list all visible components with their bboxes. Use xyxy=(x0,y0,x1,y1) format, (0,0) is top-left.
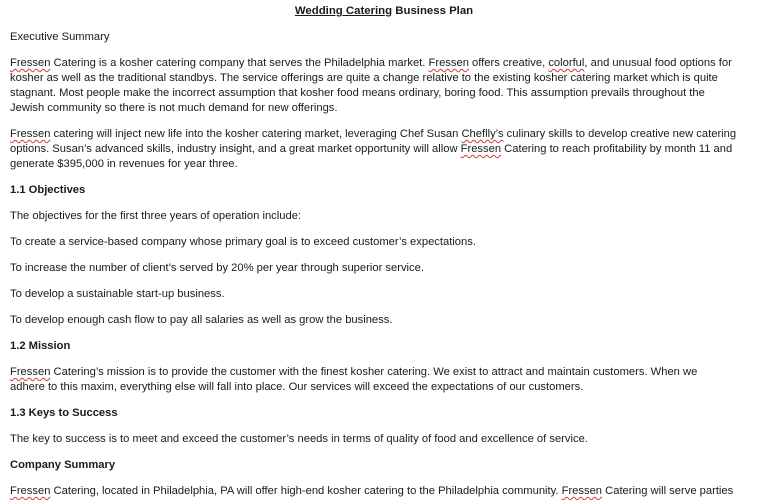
paragraph-1-line-1 xyxy=(10,56,732,71)
document-title xyxy=(0,4,768,19)
executive-summary-heading: Executive Summary xyxy=(10,31,110,43)
text-run: Catering’s mission is to provide the customer with the finest kosher catering. We exist to attract and maintain customers. When we xyxy=(50,366,698,378)
mission-line-2: adhere to this maxim, everything else will fall into place. Our services will exceed the expectations of our customers. xyxy=(10,381,584,393)
spelling-flag-word: Cheflly’s xyxy=(461,128,504,140)
spelling-flag-word: Fressen xyxy=(561,485,603,497)
text-run: offers creative, xyxy=(468,57,549,69)
text-run: Catering to reach profitability by month 11 and xyxy=(501,143,733,155)
spelling-flag-word: Fressen xyxy=(460,143,502,155)
objective-item: To develop a sustainable start-up business. xyxy=(10,288,225,300)
keys-to-success-heading: 1.3 Keys to Success xyxy=(10,407,118,419)
paragraph-1-line-2: kosher as well as the traditional standbys. The service offerings are quite a change relative to the existing kosher catering market which is quite xyxy=(10,72,718,84)
text-run: culinary skills to develop creative new catering xyxy=(503,128,737,140)
objective-item: To increase the number of client’s served by 20% per year through superior service. xyxy=(10,262,424,274)
text-run: Catering is a kosher catering company that serves the Philadelphia market. xyxy=(50,57,429,69)
mission-line-1 xyxy=(10,365,697,380)
keys-to-success-text: The key to success is to meet and exceed the customer’s needs in terms of quality of food and excellence of service. xyxy=(10,433,588,445)
spelling-flag-word: Fressen xyxy=(428,57,469,69)
text-run: Catering, located in Philadelphia, PA will offer high-end kosher catering to the Philadelphia community. xyxy=(50,485,562,497)
spelling-flag-word: Fressen xyxy=(10,366,51,378)
paragraph-2-line-2 xyxy=(10,142,732,157)
company-summary-heading: Company Summary xyxy=(10,459,116,471)
paragraph-2-line-1 xyxy=(10,127,736,142)
objectives-intro: The objectives for the first three years of operation include: xyxy=(10,210,302,222)
text-run: , and unusual food options for xyxy=(584,57,732,69)
title-rest-text: Business Plan xyxy=(392,5,474,17)
paragraph-1-line-3: stagnant. Most people make the incorrect assumption that kosher food means ordinary, boring food. This assumption prevails throughout the xyxy=(10,87,705,99)
paragraph-1-line-4: Jewish community so there is not much demand for new offerings. xyxy=(10,102,338,114)
title-underlined-text: Wedding Catering xyxy=(294,5,393,17)
text-run: Catering will serve parties xyxy=(602,485,734,497)
objective-item: To create a service-based company whose primary goal is to exceed customer’s expectations. xyxy=(10,236,476,248)
spelling-flag-word: colorful xyxy=(548,57,585,69)
spelling-flag-word: Fressen xyxy=(10,128,51,140)
company-summary-line-1 xyxy=(10,484,733,499)
spelling-flag-word: Fressen xyxy=(10,57,51,69)
mission-heading: 1.2 Mission xyxy=(10,340,71,352)
text-run: catering will inject new life into the kosher catering market, leveraging Chef Susan xyxy=(50,128,462,140)
objectives-heading: 1.1 Objectives xyxy=(10,184,86,196)
paragraph-2-line-3: generate $395,000 in revenues for year three. xyxy=(10,158,238,170)
spelling-flag-word: Fressen xyxy=(10,485,51,497)
objective-item: To develop enough cash flow to pay all salaries as well as grow the business. xyxy=(10,314,393,326)
text-run: options. Susan’s advanced skills, industry insight, and a great market opportunity will allow xyxy=(10,143,461,155)
